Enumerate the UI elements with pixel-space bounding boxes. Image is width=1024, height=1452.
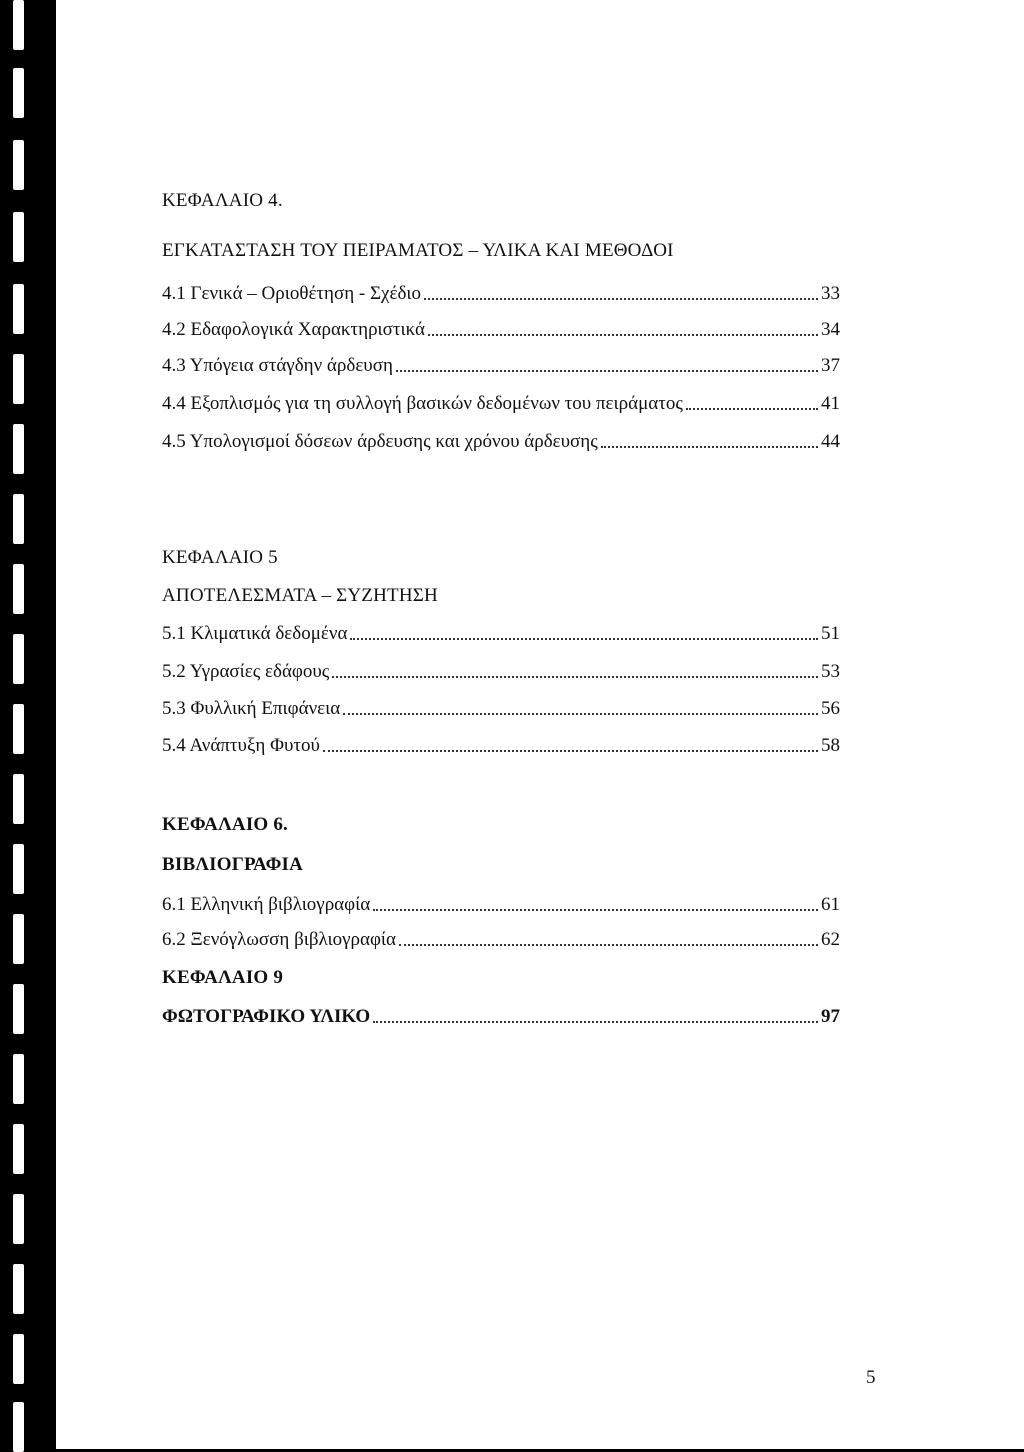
toc-entry[interactable] [162,393,840,417]
chapter-subtitle: ΕΓΚΑΤΑΣΤΑΣΗ ΤΟΥ ΠΕΙΡΑΜΑΤΟΣ – ΥΛΙΚΑ ΚΑΙ ΜΕΘΟΔΟΙ [162,240,674,261]
toc-entry-page: 34 [821,319,840,340]
chapter-subtitle: ΒΙΒΛΙΟΓΡΑΦΙΑ [162,854,304,875]
binding-hole [13,1124,24,1174]
chapter-title: ΚΕΦΑΛΑΙΟ 5 [162,547,278,568]
binding-hole [13,494,24,544]
toc-entry-label: 6.2 Ξενόγλωσση βιβλιογραφία [162,929,396,950]
binding-hole [13,634,24,684]
dot-leader [332,675,818,678]
toc-entry[interactable] [162,1006,840,1030]
chapter-title: ΚΕΦΑΛΑΙΟ 6. [162,814,288,835]
dot-leader [686,407,818,410]
binding-hole [13,354,24,404]
binding-hole [13,984,24,1034]
toc-entry-page: 56 [821,698,840,719]
toc-entry-label: 4.3 Υπόγεια στάγδην άρδευση [162,355,393,376]
binding-hole [13,774,24,824]
binding-hole [13,1402,24,1452]
toc-entry[interactable] [162,698,840,722]
binding-hole [13,140,24,190]
binding-hole [13,212,24,262]
dot-leader [373,1020,818,1023]
binding-hole [13,68,24,118]
binding-hole [13,1334,24,1384]
toc-entry-page: 62 [821,929,840,950]
toc-entry-label: 5.1 Κλιματικά δεδομένα [162,623,348,644]
chapter-title: ΚΕΦΑΛΑΙΟ 4. [162,190,283,211]
dot-leader [424,297,818,300]
toc-entry[interactable] [162,661,840,685]
dot-leader [399,943,818,946]
dot-leader [396,369,818,372]
toc-entry[interactable] [162,355,840,379]
binding-hole [13,284,24,334]
toc-entry-label: 5.3 Φυλλική Επιφάνεια [162,698,341,719]
toc-entry[interactable] [162,894,840,918]
toc-entry[interactable] [162,929,840,953]
dot-leader [323,749,818,752]
toc-entry-page: 37 [821,355,840,376]
binding-hole [13,1264,24,1314]
binding-hole [13,1054,24,1104]
dot-leader [373,908,818,911]
binding-hole [13,704,24,754]
toc-entry-page: 58 [821,735,840,756]
toc-entry-page: 44 [821,431,840,452]
document-page [56,0,1024,1449]
toc-entry[interactable] [162,623,840,647]
toc-entry-label: 4.5 Υπολογισμοί δόσεων άρδευσης και χρόνου άρδευσης [162,431,598,452]
toc-entry-label: 4.2 Εδαφολογικά Χαρακτηριστικά [162,319,426,340]
binding-strip [0,0,56,1449]
toc-entry-page: 97 [821,1006,840,1027]
toc-entry-page: 41 [821,393,840,414]
binding-hole [13,564,24,614]
toc-entry-label: 4.1 Γενικά – Οριοθέτηση - Σχέδιο [162,283,422,304]
dot-leader [601,445,818,448]
dot-leader [428,333,818,336]
dot-leader [350,637,818,640]
toc-entry-page: 61 [821,894,840,915]
toc-entry-label: 5.2 Υγρασίες εδάφους [162,661,330,682]
toc-entry-label: 5.4 Ανάπτυξη Φυτού [162,735,320,756]
toc-entry[interactable] [162,735,840,759]
binding-hole [13,914,24,964]
binding-hole [13,0,24,50]
page-number: 5 [866,1367,876,1388]
toc-entry-label: 4.4 Εξοπλισμός για τη συλλογή βασικών δεδομένων του πειράματος [162,393,683,414]
binding-hole [13,1194,24,1244]
chapter-title: ΚΕΦΑΛΑΙΟ 9 [162,967,284,988]
toc-entry-page: 33 [821,283,840,304]
toc-entry-page: 53 [821,661,840,682]
toc-entry-label: 6.1 Ελληνική βιβλιογραφία [162,894,371,915]
binding-hole [13,844,24,894]
toc-entry[interactable] [162,283,840,307]
chapter-subtitle: ΑΠΟΤΕΛΕΣΜΑΤΑ – ΣΥΖΗΤΗΣΗ [162,585,438,606]
dot-leader [343,712,818,715]
binding-hole [13,424,24,474]
toc-entry-label: ΦΩΤΟΓΡΑΦΙΚΟ ΥΛΙΚΟ [162,1006,371,1027]
toc-entry[interactable] [162,319,840,343]
toc-entry-page: 51 [821,623,840,644]
toc-entry[interactable] [162,431,840,455]
